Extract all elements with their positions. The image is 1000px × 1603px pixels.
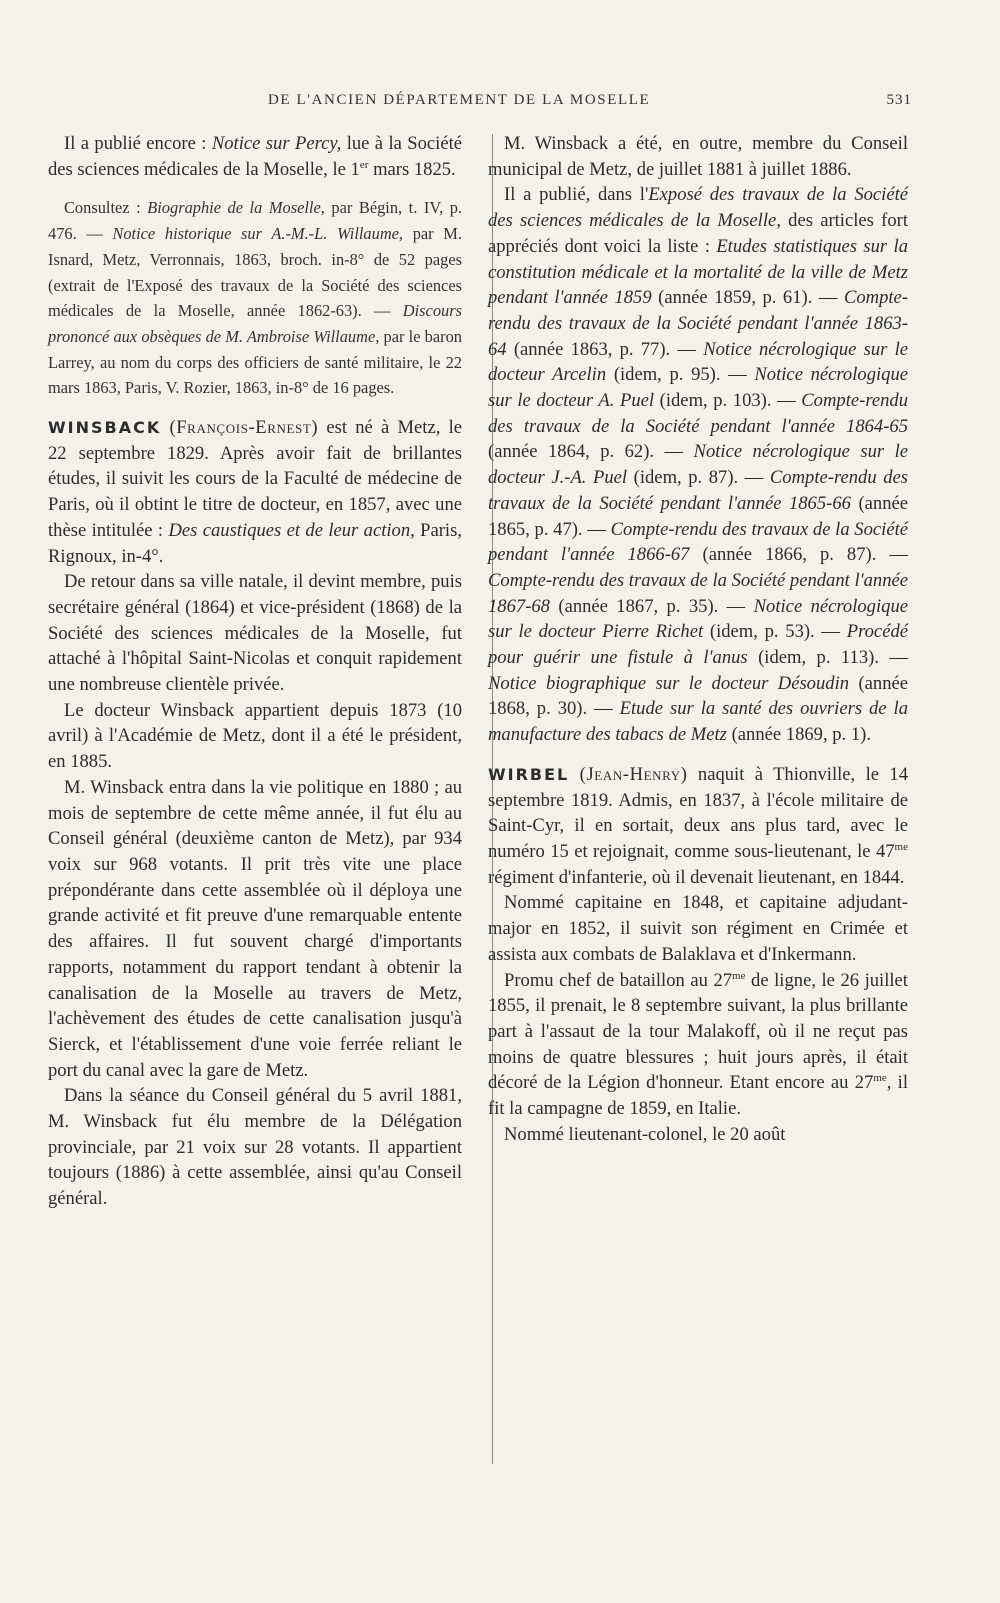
paragraph: Nommé capitaine en 1848, et capitaine adjudant-major en 1852, il suivit son régiment en Crimée et assista aux combats de Balaklava et d'Inkermann.	[488, 892, 908, 965]
paragraph: Le docteur Winsback appartient depuis 1873 (10 avril) à l'Académie de Metz, dont il a été le président, en 1885.	[48, 699, 462, 773]
text-run: Il a publié encore :	[64, 133, 207, 154]
text-run: de ligne, le 26 juillet 1855, il prenait, le 8 septembre suivant, la plus brillante part à l'assaut de la tour Malakoff, où il ne reçut pas moins de quatre blessures ; huit jours après, il était décoré de la Légion d'honneur. Etant encore au 27	[488, 969, 908, 1094]
entry-name: WINSBACK	[48, 418, 162, 438]
entry-winsback	[48, 415, 462, 569]
text-run: (année 1868, p. 30). —	[488, 672, 909, 720]
publications-paragraph	[488, 182, 908, 747]
work-title: Discours prononcé aux obsèques de M. Ambroise Willaume,	[48, 301, 462, 346]
text-run: (idem, p. 95). —	[613, 364, 747, 386]
text-run: (idem, p. 103). —	[659, 390, 796, 412]
text-run: (année 1865, p. 47). —	[488, 492, 908, 540]
work-title: Notice nécrologique sur le docteur J.-A. Puel	[488, 441, 908, 489]
work-title: Etude sur la santé des ouvriers de la manufacture des tabacs de Metz	[488, 698, 908, 746]
text-run: Consultez :	[64, 198, 141, 218]
text-run: lue à la Société des sciences médicales de la Moselle, le 1	[48, 133, 463, 180]
text-run: (idem, p. 113). —	[758, 647, 908, 669]
entry-forenames: (François-Ernest)	[169, 417, 319, 439]
entry-forenames: (Jean-Henry)	[579, 763, 688, 785]
text-run: (année 1864, p. 62). —	[488, 441, 684, 463]
text-run: naquit à Thionville, le 14 septembre 1819. Admis, en 1837, à l'école militaire de Saint-Cyr, il en sortait, deux ans plus tard, avec le numéro 15 et rejoignait, comme sous-lieutenant, le 47	[488, 763, 908, 862]
work-title: Notice nécrologique sur le docteur Arcelin	[488, 338, 909, 386]
work-title: Compte-rendu des travaux de la Société pendant l'année 1864-65	[488, 390, 909, 437]
work-title: Compte-rendu des travaux de la Société pendant l'année 1866-67	[488, 518, 908, 566]
page-number: 531	[886, 92, 912, 108]
text-run: (année 1869, p. 1).	[731, 724, 871, 746]
work-title: Notice historique sur A.-M.-L. Willaume,	[112, 224, 404, 244]
text-run: (année 1866, p. 87). —	[702, 544, 908, 566]
paragraph: Nommé lieutenant-colonel, le 20 août	[504, 1123, 786, 1145]
running-title: DE L'ANCIEN DÉPARTEMENT DE LA MOSELLE	[268, 92, 651, 108]
text-run: par Bégin, t. IV, p. 476. —	[48, 198, 463, 244]
work-title: Notice biographique sur le docteur Désoudin	[488, 672, 850, 694]
text-run: Paris, Rignoux, in-4°.	[48, 519, 462, 567]
paragraph	[488, 968, 908, 1122]
work-title: Procédé pour guérir une fistule à l'anus	[488, 621, 908, 669]
text-run: (idem, p. 53). —	[709, 621, 841, 643]
text-run: est né à Metz, le 22 septembre 1829. Après avoir fait de brillantes études, il suivit les cours de la Faculté de médecine de Paris, où il obtint le titre de docteur, en 1857, avec une thèse intitulée :	[48, 417, 462, 541]
text-run: des articles fort appréciés dont voici la liste :	[488, 210, 908, 257]
text-run: (année 1859, p. 61). —	[658, 287, 838, 309]
right-column	[488, 131, 908, 1147]
work-title: Exposé des travaux de la Société des sciences médicales de la Moselle,	[488, 184, 908, 232]
work-title: Notice nécrologique sur le docteur Pierre Richet	[488, 595, 908, 643]
text-run: par le baron Larrey, au nom du corps des officiers de santé militaire, le 22 mars 1863, Paris, V. Rozier, 1863, in-8° de 16 pages.	[48, 326, 462, 398]
text-run: (année 1867, p. 35). —	[558, 595, 746, 617]
text-run: par M. Isnard, Metz, Verronnais, 1863, broch. in-8° de 52 pages (extrait de l'Exposé des travaux de la Société des sciences médicales de la Moselle, année 1862-63). —	[48, 224, 462, 321]
entry-name: WIRBEL	[488, 764, 570, 784]
superscript: er	[359, 158, 369, 171]
work-title: Etudes statistiques sur la constitution médicale et la mortalité de la ville de Metz pendant l'année 1859	[488, 235, 909, 309]
text-run: Promu chef de bataillon au 27	[504, 969, 733, 991]
text-run: régiment d'infanterie, où il devenait lieutenant, en 1844.	[488, 866, 905, 888]
paragraph-percy-notice	[48, 131, 462, 182]
entry-wirbel	[488, 762, 908, 891]
references-paragraph	[48, 195, 462, 401]
paragraph: De retour dans sa ville natale, il devint membre, puis secrétaire général (1864) et vice-président (1868) de la Société des sciences médicales de la Moselle, fut attaché à l'hôpital Saint-Nicolas et conquit rapidement une nombreuse clientèle privée.	[48, 571, 462, 696]
superscript: me	[732, 969, 746, 982]
left-column	[48, 131, 462, 1212]
work-title: Notice nécrologique sur le docteur A. Puel	[488, 364, 909, 412]
superscript: me	[873, 1072, 887, 1085]
work-title: Notice sur Percy,	[211, 133, 342, 154]
work-title: Compte-rendu des travaux de la Société pendant l'année 1865-66	[488, 467, 908, 514]
text-run: (idem, p. 87). —	[633, 467, 764, 489]
work-title: Compte-rendu des travaux de la Société pendant l'année 1863-64	[488, 287, 908, 360]
text-run: Il a publié, dans l'	[504, 184, 649, 206]
paragraph: M. Winsback entra dans la vie politique en 1880 ; au mois de septembre de cette même année, il fut élu au Conseil général (deuxième canton de Metz), par 934 voix sur 968 votants. Il prit très vite une place prépondérante dans cette assemblée où il déploya une grande activité et fit preuve d'une remarquable entente des affaires. Il fut souvent chargé d'importants rapports, notamment du rapport tendant à obtenir la canalisation de la Moselle au travers de Metz, l'achèvement des études de cette canalisation jusqu'à Sierck, et l'établissement d'une voie ferrée reliant le port du canal avec la gare de Metz.	[48, 776, 462, 1081]
text-run: mars 1825.	[373, 158, 456, 180]
work-title: Compte-rendu des travaux de la Société pendant l'année 1867-68	[488, 569, 908, 617]
paragraph: M. Winsback a été, en outre, membre du Conseil municipal de Metz, de juillet 1881 à juillet 1886.	[488, 133, 908, 180]
running-header	[48, 92, 912, 116]
paragraph: Dans la séance du Conseil général du 5 avril 1881, M. Winsback fut élu membre de la Délégation provinciale, par 21 voix sur 28 votants. Il appartient toujours (1886) à cette assemblée, ainsi qu'au Conseil général.	[48, 1085, 462, 1210]
superscript: me	[894, 840, 908, 853]
work-title: Biographie de la Moselle,	[147, 198, 325, 218]
work-title: Des caustiques et de leur action,	[168, 519, 415, 541]
text-run: (année 1863, p. 77). —	[513, 338, 697, 360]
text-run: , il fit la campagne de 1859, en Italie.	[488, 1072, 908, 1120]
